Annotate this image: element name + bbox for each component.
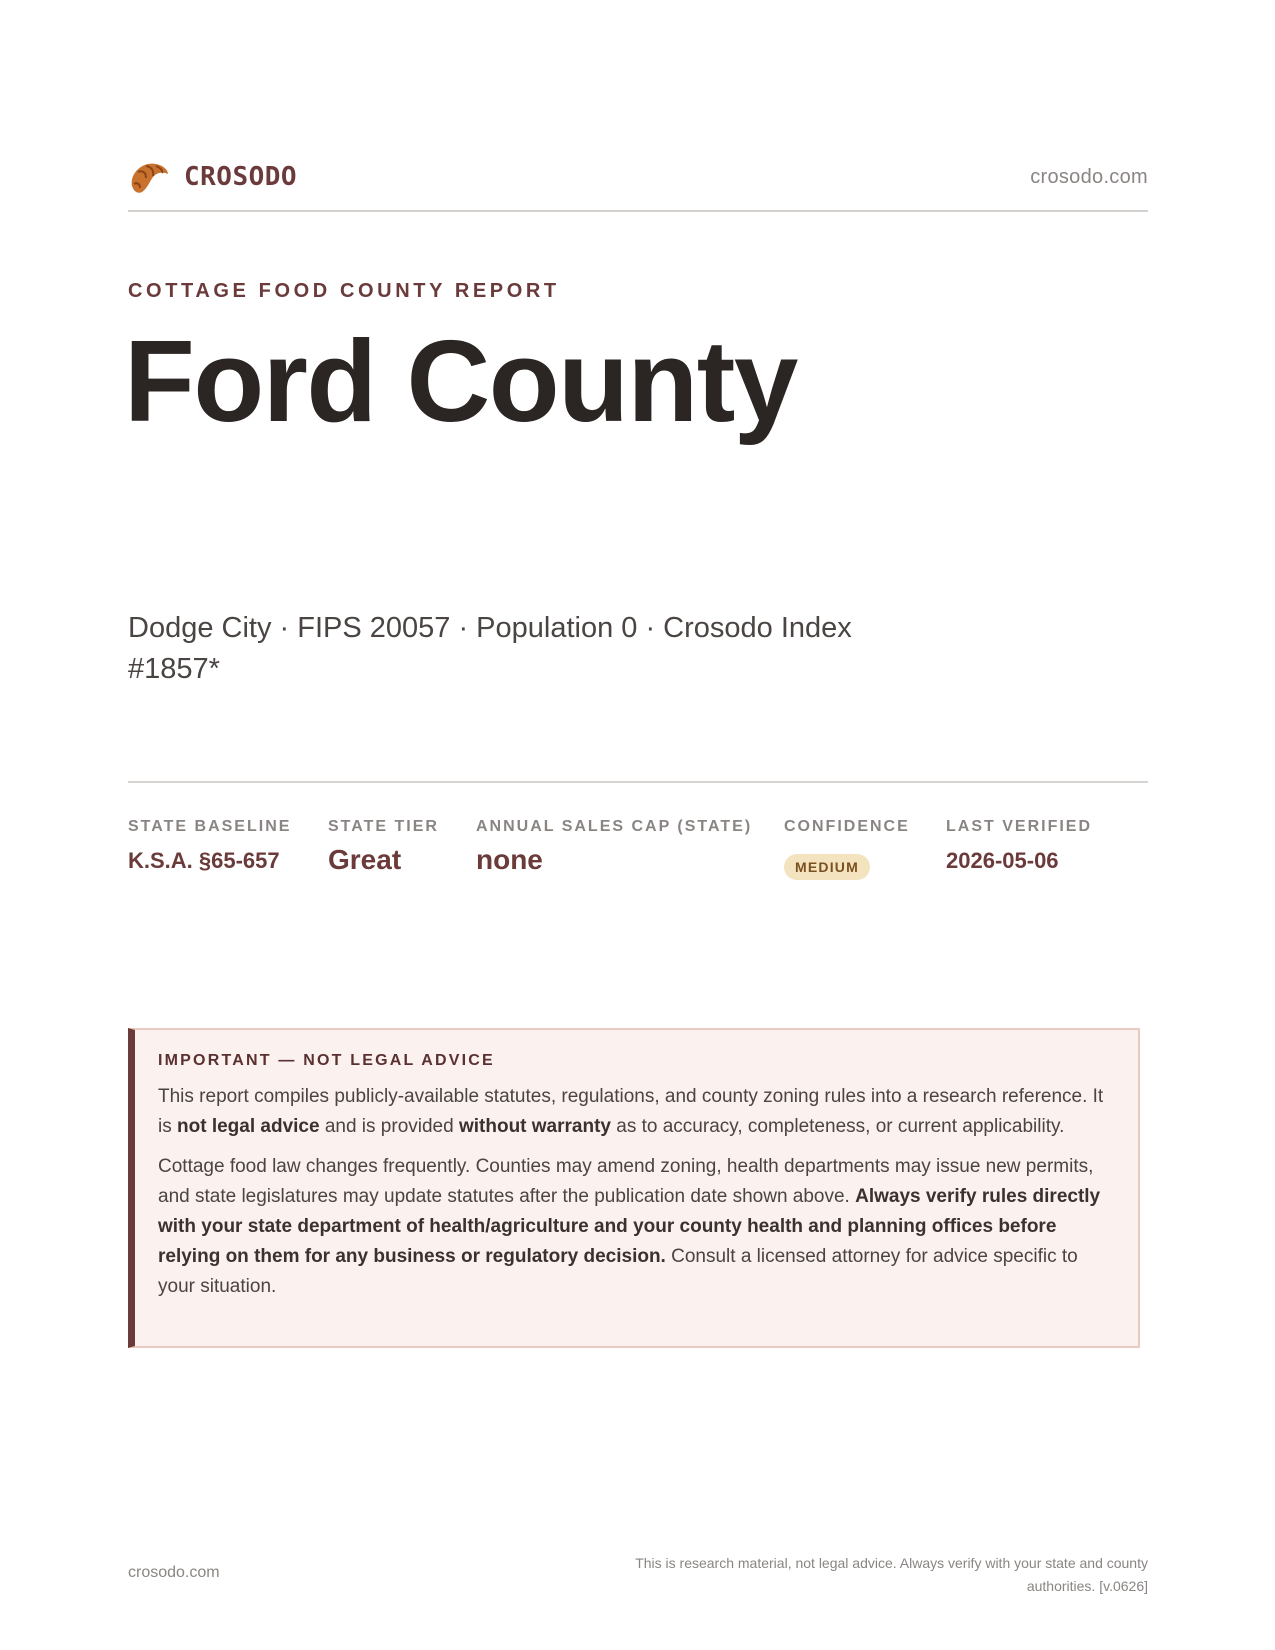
notice-heading: IMPORTANT — NOT LEGAL ADVICE: [158, 1052, 495, 1069]
stat-value: none: [476, 844, 543, 875]
notice-emphasis: without warranty: [458, 1116, 611, 1137]
brand-name: CROSODO: [184, 162, 298, 192]
stat-state-tier: [328, 818, 439, 876]
confidence-badge: MEDIUM: [784, 854, 870, 880]
notice-paragraph-1: [158, 1082, 1110, 1142]
stat-label: ANNUAL SALES CAP (STATE): [476, 818, 753, 835]
page-header: [128, 158, 1148, 212]
stat-value: Great: [328, 844, 402, 875]
notice-text: Cottage food law changes frequently. Counties may amend zoning, health departments may issue new permits, and state legislatures may update statutes after the publication date shown above.: [158, 1156, 1094, 1207]
notice-text: and is provided: [319, 1116, 459, 1137]
stat-label: LAST VERIFIED: [946, 818, 1093, 835]
croissant-icon: [128, 158, 170, 196]
notice-emphasis: not legal advice: [177, 1116, 320, 1137]
notice-text: as to accuracy, completeness, or current applicability.: [610, 1116, 1065, 1137]
section-divider: [128, 781, 1148, 783]
stat-label: CONFIDENCE: [784, 818, 910, 835]
stat-value: 2026-05-06: [946, 848, 1059, 873]
report-subtitle: Dodge City · FIPS 20057 · Population 0 · Crosodo Index #1857*: [128, 612, 852, 685]
site-url[interactable]: crosodo.com: [1030, 166, 1148, 188]
notice-paragraph-2: [158, 1152, 1110, 1302]
report-eyebrow: COTTAGE FOOD COUNTY REPORT: [128, 280, 560, 302]
stat-sales-cap: [476, 818, 752, 876]
brand: [128, 158, 297, 196]
stat-value: K.S.A. §65-657: [128, 848, 280, 873]
stat-state-baseline: [128, 818, 291, 874]
page-title: Ford County: [124, 316, 797, 446]
report-page: [124, 0, 1148, 1650]
notice-text: This report compiles publicly-available statutes, regulations, and county zoning rules into a research reference. It is: [158, 1086, 1104, 1137]
notice-text: Consult a licensed attorney for advice specific to your situation.: [158, 1246, 1078, 1297]
legal-notice: [128, 1028, 1140, 1348]
footer-disclaimer: This is research material, not legal advice. Always verify with your state and county authorities. [v.0626]: [635, 1555, 1148, 1594]
stats-row: [128, 818, 1148, 898]
stat-label: STATE TIER: [328, 818, 439, 835]
stat-confidence: [784, 818, 910, 880]
notice-emphasis: Always verify rules directly with your state department of health/agriculture and your county health and planning offices before relying on them for any business or regulatory decision.: [158, 1186, 1101, 1267]
stat-label: STATE BASELINE: [128, 818, 292, 835]
footer-url[interactable]: crosodo.com: [128, 1564, 220, 1581]
stat-last-verified: [946, 818, 1092, 874]
